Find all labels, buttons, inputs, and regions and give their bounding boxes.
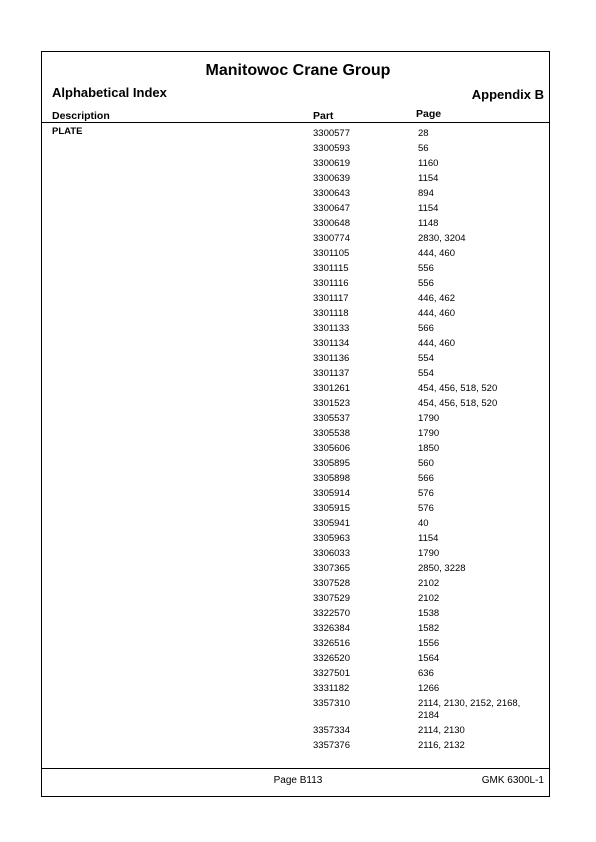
page-references: 556 [418, 262, 434, 274]
part-number: 3300639 [313, 173, 350, 184]
page-references: 1266 [418, 682, 440, 694]
index-row [313, 561, 543, 576]
page-references: 566 [418, 322, 434, 334]
part-number: 3300593 [313, 143, 350, 154]
part-number: 3301523 [313, 398, 350, 409]
part-number: 3326384 [313, 623, 350, 634]
index-row [313, 546, 543, 561]
index-row [313, 231, 543, 246]
index-row [313, 666, 543, 681]
part-number: 3307528 [313, 578, 350, 589]
part-number: 3301118 [313, 308, 349, 319]
part-number: 3300647 [313, 203, 350, 214]
page-references: 560 [418, 457, 434, 469]
part-number: 3301116 [313, 278, 349, 289]
page-references: 40 [418, 517, 429, 529]
index-row [313, 501, 543, 516]
index-row [313, 306, 543, 321]
index-row [313, 486, 543, 501]
index-row [313, 216, 543, 231]
index-row [313, 723, 543, 738]
index-row [313, 426, 543, 441]
index-row [313, 471, 543, 486]
part-number: 3301105 [313, 248, 350, 259]
index-row [313, 738, 543, 753]
index-row [313, 681, 543, 696]
page-references: 1154 [418, 202, 439, 214]
index-row [313, 261, 543, 276]
page-references: 556 [418, 277, 434, 289]
part-number: 3307529 [313, 593, 350, 604]
part-number: 3300619 [313, 158, 350, 169]
page-references: 28 [418, 127, 429, 139]
page-references: 1160 [418, 157, 439, 169]
footer-page-number: Page B113 [273, 775, 323, 786]
page-references: 1538 [418, 607, 440, 619]
index-row [313, 291, 543, 306]
page-references: 2102 [418, 592, 440, 604]
page-references: 454, 456, 518, 520 [418, 382, 498, 394]
index-row [313, 396, 543, 411]
index-row [313, 606, 543, 621]
index-row [313, 696, 543, 723]
part-number: 3300774 [313, 233, 350, 244]
footer-model: GMK 6300L-1 [481, 775, 544, 786]
index-row [313, 576, 543, 591]
part-number: 3322570 [313, 608, 350, 619]
part-number: 3305963 [313, 533, 350, 544]
page-references: 444, 460 [418, 247, 455, 259]
page-references: 1556 [418, 637, 440, 649]
column-header-page: Page [416, 108, 442, 120]
entry-description: PLATE [52, 126, 83, 137]
page-references: 576 [418, 487, 434, 499]
page-references: 636 [418, 667, 434, 679]
page-references: 446, 462 [418, 292, 455, 304]
page-references: 2102 [418, 577, 440, 589]
page-references: 894 [418, 187, 434, 199]
index-rows [313, 126, 543, 753]
page-references: 554 [418, 352, 434, 364]
index-row [313, 366, 543, 381]
page-references: 2114, 2130, 2152, 2168, 2184 [418, 697, 521, 721]
index-row [313, 456, 543, 471]
index-row [313, 636, 543, 651]
part-number: 3305538 [313, 428, 350, 439]
part-number: 3305895 [313, 458, 350, 469]
index-row [313, 156, 543, 171]
page-references: 56 [418, 142, 429, 154]
part-number: 3305606 [313, 443, 350, 454]
part-number: 3305537 [313, 413, 350, 424]
part-number: 3307365 [313, 563, 350, 574]
index-row [313, 381, 543, 396]
company-title: Manitowoc Crane Group [205, 62, 391, 79]
index-row [313, 351, 543, 366]
part-number: 3305914 [313, 488, 350, 499]
index-row [313, 441, 543, 456]
page-references: 1148 [418, 217, 439, 229]
part-number: 3305941 [313, 518, 350, 529]
part-number: 3357376 [313, 740, 350, 751]
index-row [313, 246, 543, 261]
page-references: 444, 460 [418, 307, 455, 319]
part-number: 3331182 [313, 683, 350, 694]
part-number: 3357334 [313, 725, 350, 736]
index-row [313, 516, 543, 531]
appendix-label: Appendix B [471, 87, 544, 102]
part-number: 3326520 [313, 653, 350, 664]
column-header-part: Part [313, 110, 334, 122]
part-number: 3300648 [313, 218, 350, 229]
part-number: 3301133 [313, 323, 350, 334]
part-number: 3300577 [313, 128, 350, 139]
header-divider [41, 122, 550, 123]
page-references: 2850, 3228 [418, 562, 466, 574]
page-references: 444, 460 [418, 337, 455, 349]
index-row [313, 591, 543, 606]
part-number: 3301261 [313, 383, 350, 394]
index-row [313, 141, 543, 156]
part-number: 3301134 [313, 338, 350, 349]
index-row [313, 651, 543, 666]
part-number: 3357310 [313, 698, 350, 709]
page-references: 1790 [418, 427, 440, 439]
index-row [313, 621, 543, 636]
index-row [313, 126, 543, 141]
part-number: 3300643 [313, 188, 350, 199]
index-row [313, 201, 543, 216]
index-row [313, 276, 543, 291]
index-row [313, 321, 543, 336]
part-number: 3301117 [313, 293, 349, 304]
part-number: 3305898 [313, 473, 350, 484]
index-row [313, 411, 543, 426]
part-number: 3305915 [313, 503, 350, 514]
part-number: 3326516 [313, 638, 350, 649]
column-header-description: Description [52, 110, 110, 122]
index-row [313, 186, 543, 201]
page-references: 1154 [418, 172, 439, 184]
page-references: 2114, 2130 [418, 724, 465, 736]
part-number: 3301137 [313, 368, 350, 379]
index-row [313, 336, 543, 351]
page-references: 1582 [418, 622, 440, 634]
page-references: 2830, 3204 [418, 232, 466, 244]
index-title: Alphabetical Index [52, 85, 167, 100]
footer-divider [41, 768, 550, 769]
part-number: 3306033 [313, 548, 350, 559]
part-number: 3301136 [313, 353, 350, 364]
page-references: 1564 [418, 652, 440, 664]
page-references: 1790 [418, 412, 440, 424]
page-references: 554 [418, 367, 434, 379]
index-row [313, 531, 543, 546]
page-references: 566 [418, 472, 434, 484]
page-references: 1790 [418, 547, 440, 559]
page-references: 454, 456, 518, 520 [418, 397, 498, 409]
index-row [313, 171, 543, 186]
part-number: 3301115 [313, 263, 349, 274]
page-references: 1850 [418, 442, 440, 454]
page-references: 2116, 2132 [418, 739, 465, 751]
part-number: 3327501 [313, 668, 350, 679]
page-references: 1154 [418, 532, 439, 544]
page-references: 576 [418, 502, 434, 514]
